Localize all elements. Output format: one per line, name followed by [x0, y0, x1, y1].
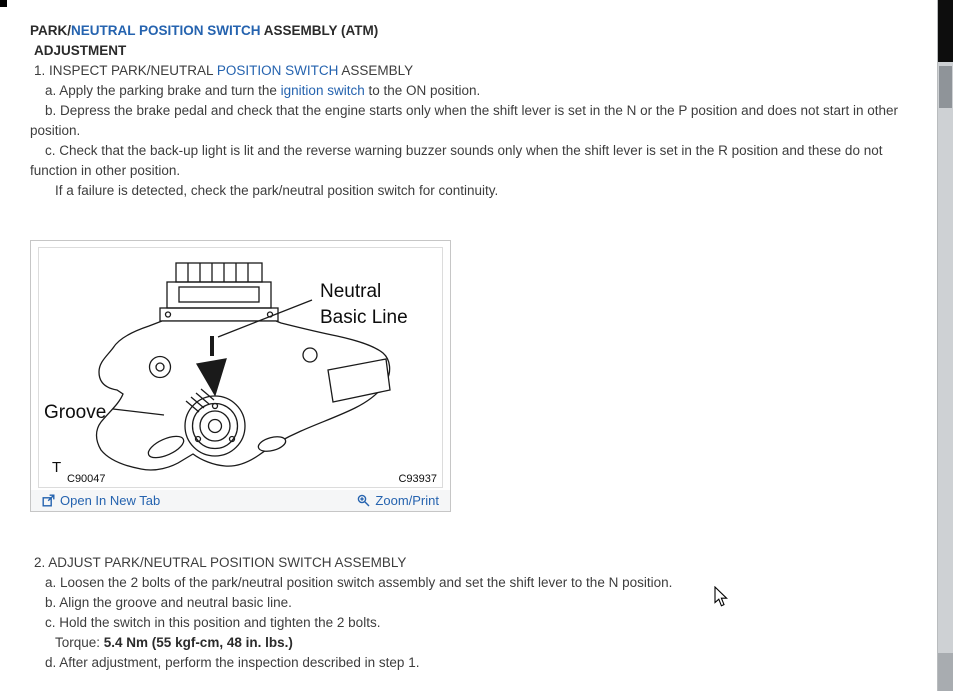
zoom-icon [357, 494, 370, 507]
zoom-print-label: Zoom/Print [375, 493, 439, 508]
page-title [30, 21, 908, 41]
scrollbar-top-dark [938, 0, 953, 62]
step2-item-b: b. Align the groove and neutral basic line. [45, 595, 292, 610]
label-neutral: Neutral [320, 281, 382, 302]
vertical-scrollbar[interactable] [937, 0, 953, 691]
step2-heading: 2. ADJUST PARK/NEUTRAL POSITION SWITCH ASSEMBLY [34, 555, 407, 570]
step2-item-d: d. After adjustment, perform the inspection described in step 1. [45, 655, 420, 670]
open-in-new-icon [42, 494, 55, 507]
step1-heading-link[interactable]: POSITION SWITCH [216, 63, 339, 78]
scrollbar-thumb[interactable] [939, 66, 952, 108]
step2-item-c: c. Hold the switch in this position and tighten the 2 bolts. [45, 615, 381, 630]
step1a-post: to the ON position. [364, 83, 481, 98]
torque-label: Torque: [55, 635, 104, 650]
adjustment-heading: ADJUSTMENT [34, 43, 127, 58]
step1-heading [30, 61, 908, 81]
step2-section [30, 553, 908, 673]
open-in-new-tab-link[interactable] [42, 493, 160, 508]
figure-toolbar [31, 490, 450, 511]
step1-item-a [30, 81, 908, 101]
figure-mark-t: T [52, 459, 62, 476]
step1-item-c: c. Check that the back-up light is lit and the reverse warning buzzer sounds only when the shift lever is set in the R position and these do not function in other position. [30, 143, 883, 178]
open-in-new-tab-label: Open In New Tab [60, 493, 161, 508]
step1-note: If a failure is detected, check the park/neutral position switch for continuity. [55, 183, 499, 198]
step1-heading-post: ASSEMBLY [338, 63, 414, 78]
label-basic-line: Basic Line [320, 307, 408, 328]
figure-code-left: C90047 [67, 473, 106, 485]
switch-diagram [38, 247, 443, 488]
title-post: ASSEMBLY (ATM) [260, 23, 379, 38]
step1-heading-pre: 1. INSPECT PARK/NEUTRAL [34, 63, 217, 78]
title-pre: PARK/ [30, 23, 72, 38]
step2-torque [30, 633, 908, 653]
corner-artifact [0, 0, 7, 7]
step1a-pre: a. Apply the parking brake and turn the [45, 83, 281, 98]
step2-item-a: a. Loosen the 2 bolts of the park/neutral position switch assembly and set the shift lever to the N position. [45, 575, 673, 590]
scrollbar-bottom-dark [938, 653, 953, 691]
figure-label-neutral-basic-line [320, 279, 408, 331]
ignition-switch-link[interactable]: ignition switch [280, 83, 365, 98]
figure-label-groove: Groove [44, 402, 107, 423]
step1-section [30, 21, 908, 201]
step1-item-b: b. Depress the brake pedal and check that the engine starts only when the shift lever is set in the N or the P position and does not start in other position. [30, 103, 899, 138]
zoom-print-link[interactable] [357, 493, 439, 508]
figure [30, 240, 451, 512]
title-link[interactable]: NEUTRAL POSITION SWITCH [71, 23, 261, 38]
figure-code-right: C93937 [398, 473, 437, 485]
torque-value: 5.4 Nm (55 kgf-cm, 48 in. lbs.) [103, 635, 293, 650]
